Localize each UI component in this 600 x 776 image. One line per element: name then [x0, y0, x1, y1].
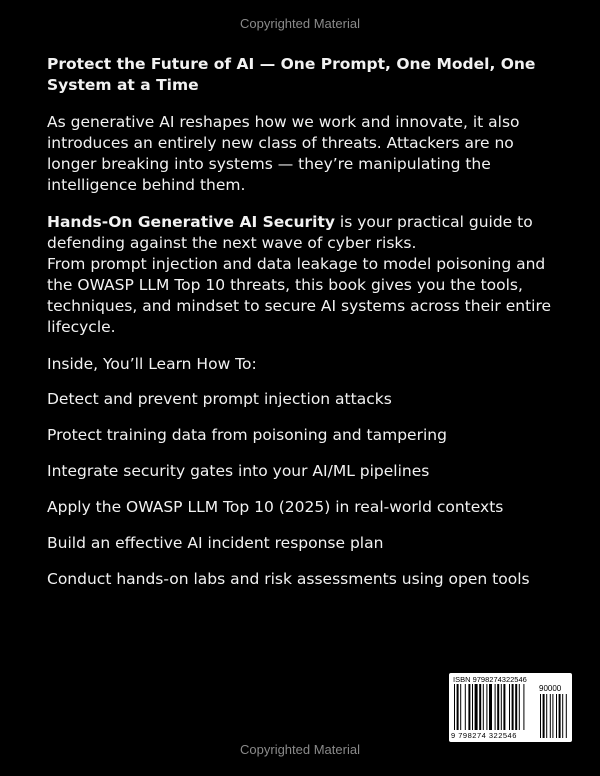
back-cover-text [47, 54, 567, 605]
copyright-watermark-bottom: Copyrighted Material [240, 742, 360, 757]
learn-item: Detect and prevent prompt injection attacks [47, 390, 392, 408]
book-title: Hands-On Generative AI Security [47, 213, 335, 231]
copyright-watermark-top: Copyrighted Material [240, 16, 360, 31]
isbn-digits: 9 798274 322546 [451, 731, 517, 740]
price-code: 90000 [539, 684, 562, 693]
inside-heading: Inside, You’ll Learn How To: [47, 355, 257, 373]
learn-item: Apply the OWASP LLM Top 10 (2025) in real-world contexts [47, 498, 504, 516]
guide-description: is your practical guide to defending against the next wave of cyber risks. [47, 213, 533, 252]
isbn-barcode [449, 673, 572, 742]
headline: Protect the Future of AI — One Prompt, One Model, One System at a Time [47, 55, 536, 94]
isbn-label: ISBN 9798274322546 [453, 675, 527, 684]
learn-item: Protect training data from poisoning and tampering [47, 426, 447, 444]
learn-item: Conduct hands-on labs and risk assessments using open tools [47, 570, 530, 588]
guide-paragraph [47, 212, 567, 338]
intro-paragraph: As generative AI reshapes how we work and innovate, it also introduces an entirely new class of threats. Attackers are no longer breaking into systems — they’re manipulating the intelligence behind them. [47, 113, 520, 194]
learn-item: Integrate security gates into your AI/ML pipelines [47, 462, 430, 480]
guide-scope: From prompt injection and data leakage to model poisoning and the OWASP LLM Top 10 threats, this book gives you the tools, techniques, and mindset to secure AI systems across their entire lifecycle. [47, 255, 552, 336]
learn-item: Build an effective AI incident response plan [47, 534, 384, 552]
